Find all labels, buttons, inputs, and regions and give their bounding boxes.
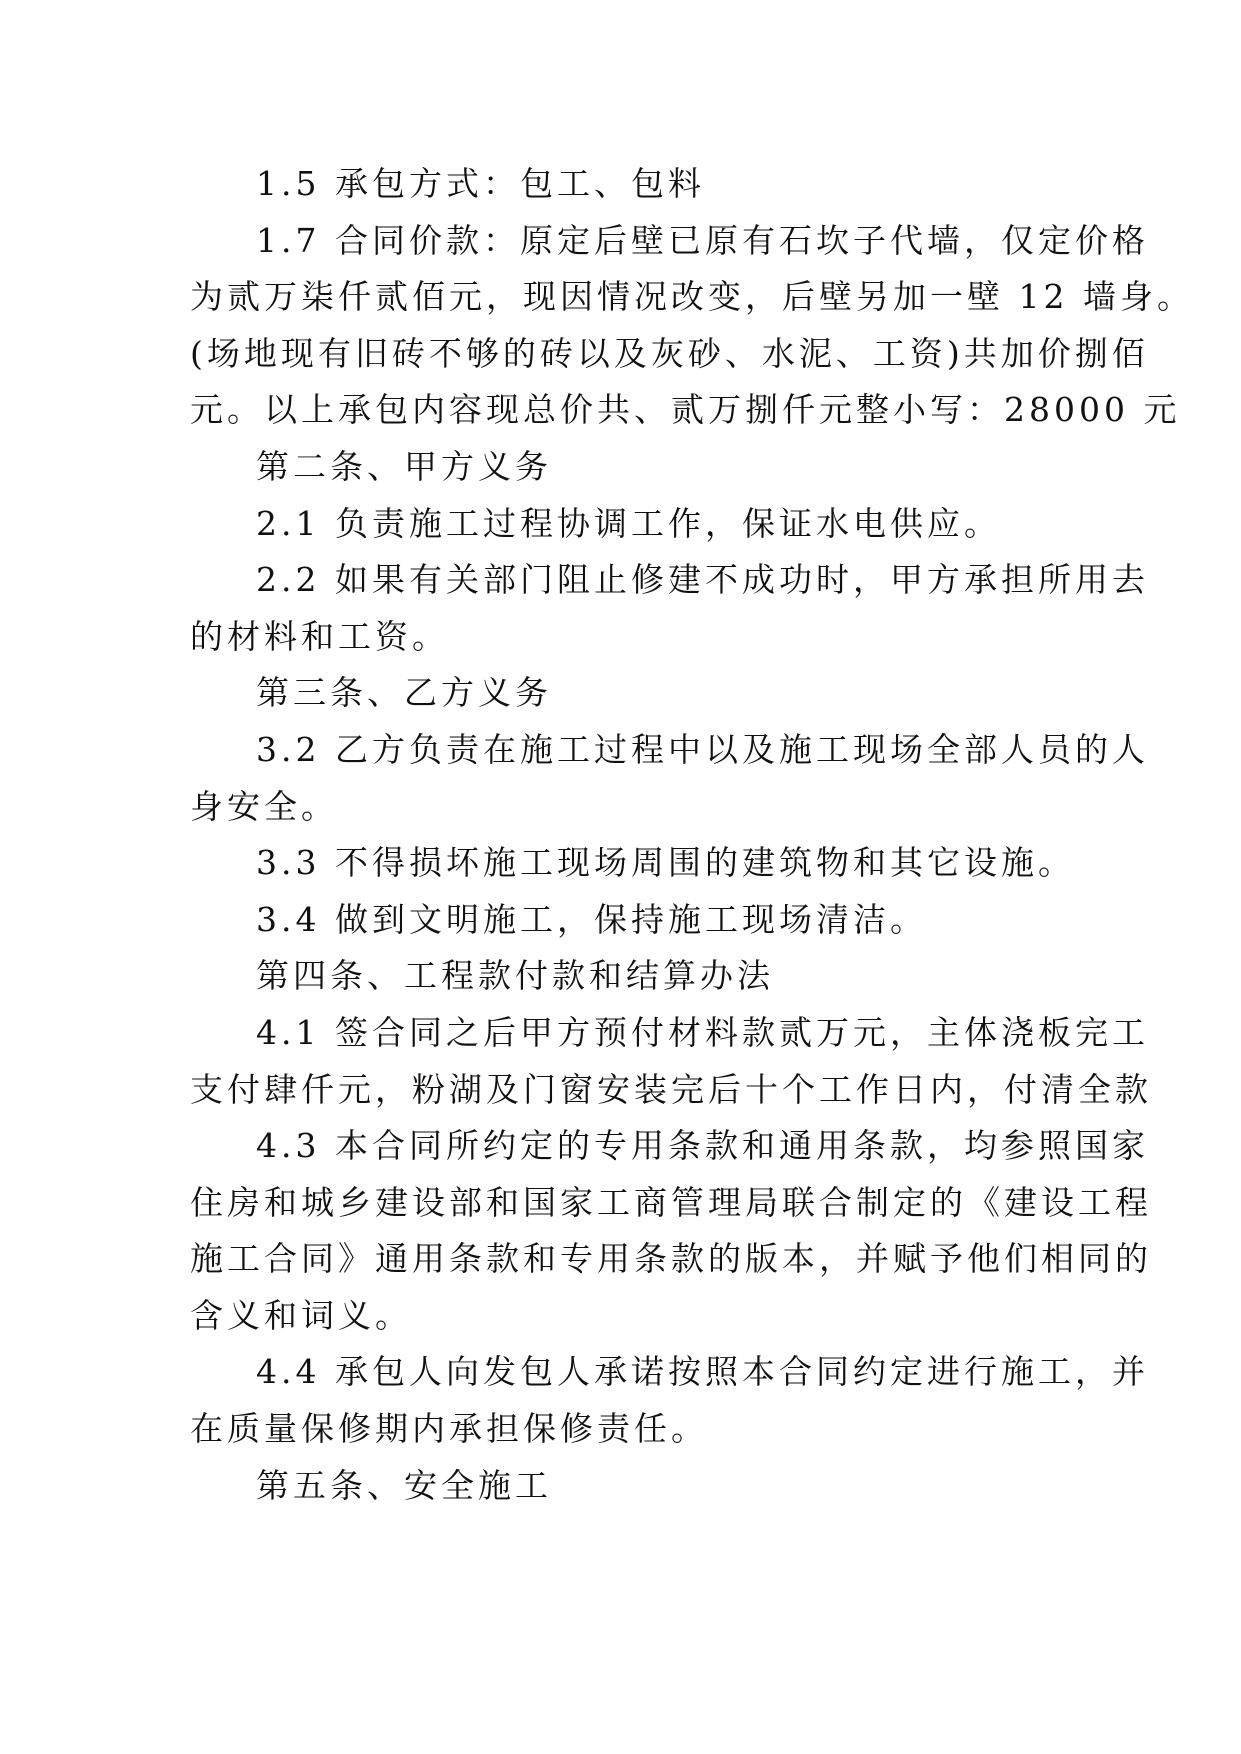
article-2-heading: 第二条、甲方义务 [256,446,552,486]
clause-2-2-line-1: 2.2 如果有关部门阻止修建不成功时，甲方承担所用去 [256,560,1149,600]
article-3-heading: 第三条、乙方义务 [256,673,552,713]
clause-1-5: 1.5 承包方式：包工、包料 [256,164,705,203]
article-4-heading: 第四条、工程款付款和结算办法 [256,956,774,996]
clause-3-3: 3.3 不得损坏施工现场周围的建筑物和其它设施。 [256,843,1075,883]
contract-text [190,156,1194,1514]
clause-2-1: 2.1 负责施工过程协调工作，保证水电供应。 [256,503,1001,543]
clause-3-2-line-2: 身安全。 [190,786,338,826]
clause-4-4-line-1: 4.4 承包人向发包人承诺按照本合同约定进行施工，并 [256,1352,1149,1392]
clause-2-2-line-2: 的材料和工资。 [190,616,449,656]
clause-3-2-line-1: 3.2 乙方负责在施工过程中以及施工现场全部人员的人 [256,729,1149,769]
clause-1-7-line-3: (场地现有旧砖不够的砖以及灰砂、水泥、工资)共加价捌佰 [190,333,1149,373]
clause-1-7-line-1: 1.7 合同价款：原定后壁已原有石坎子代墙，仅定价格 [256,220,1149,260]
clause-1-7-line-2: 为贰万柒仟贰佰元，现因情况改变，后壁另加一壁 12 墙身。 [190,277,1194,317]
clause-4-3-line-3: 施工合同》通用条款和专用条款的版本，并赋予他们相同的 [190,1239,1152,1279]
article-5-heading: 第五条、安全施工 [256,1465,552,1505]
clause-4-1-line-2: 支付肆仟元，粉湖及门窗安装完后十个工作日内，付清全款 [190,1069,1152,1109]
clause-4-3-line-2: 住房和城乡建设部和国家工商管理局联合制定的《建设工程 [190,1182,1152,1222]
clause-1-7-line-4: 元。以上承包内容现总价共、贰万捌仟元整小写：28000 元 [190,390,1181,430]
clause-4-3-line-4: 含义和词义。 [190,1295,412,1335]
clause-4-1-line-1: 4.1 签合同之后甲方预付材料款贰万元，主体浇板完工 [256,1012,1149,1052]
clause-4-3-line-1: 4.3 本合同所约定的专用条款和通用条款，均参照国家 [256,1126,1149,1166]
clause-3-4: 3.4 做到文明施工，保持施工现场清洁。 [256,899,927,939]
clause-4-4-line-2: 在质量保修期内承担保修责任。 [190,1409,708,1449]
